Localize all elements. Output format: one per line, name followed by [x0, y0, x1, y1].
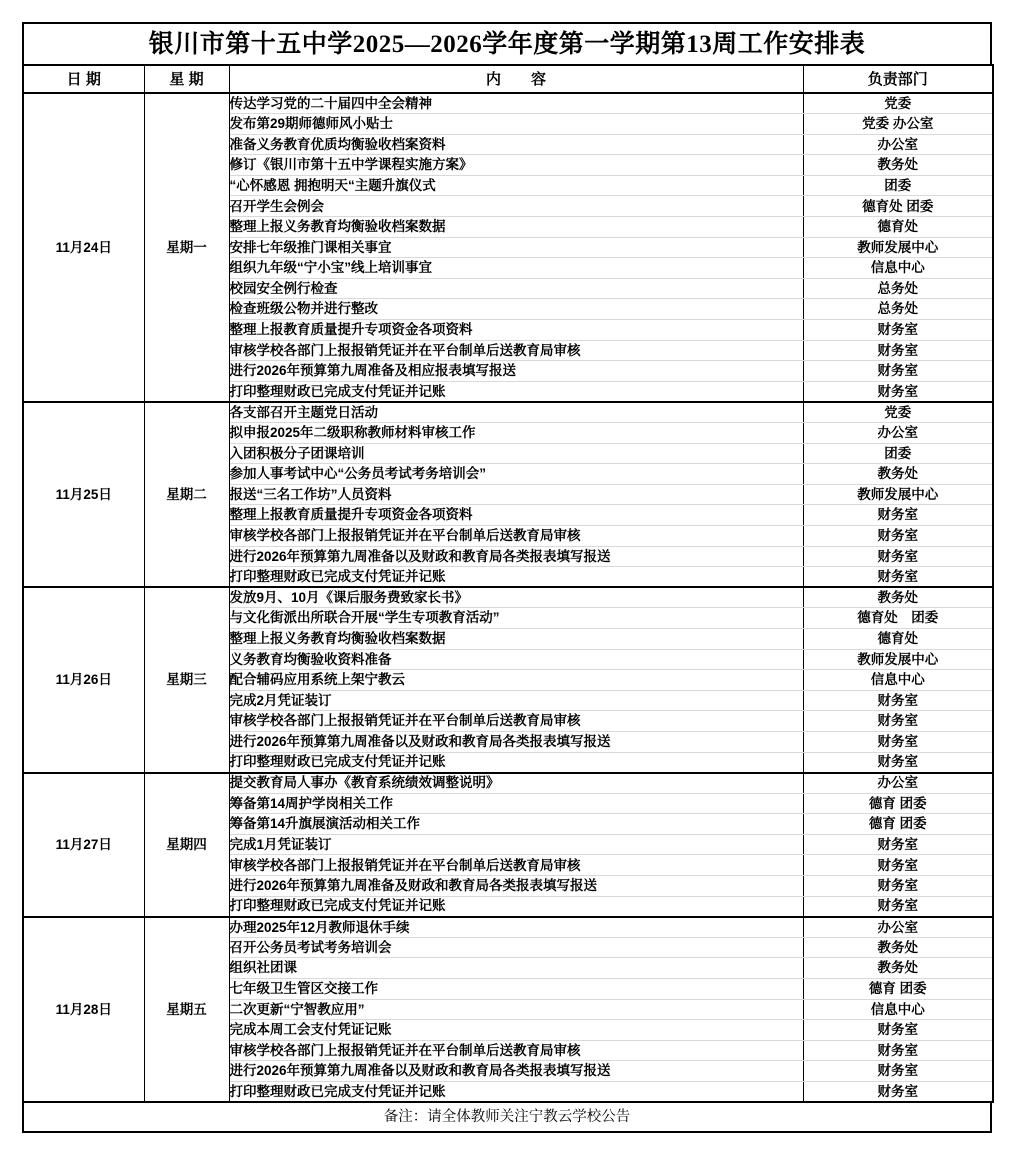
page-title: 银川市第十五中学2025—2026学年度第一学期第13周工作安排表	[148, 30, 866, 58]
cell-department: 财务室	[803, 505, 993, 526]
cell-department: 办公室	[803, 134, 993, 155]
cell-content: 传达学习党的二十届四中全会精神	[229, 93, 803, 114]
cell-department: 财务室	[803, 1082, 993, 1103]
cell-content: 提交教育局人事办《教育系统绩效调整说明》	[229, 773, 803, 794]
cell-department: 教务处	[803, 958, 993, 979]
table-row	[23, 402, 993, 423]
cell-department: 教务处	[803, 155, 993, 176]
cell-date: 11月25日	[23, 402, 144, 587]
cell-department: 财务室	[803, 711, 993, 732]
cell-content: “心怀感恩 拥抱明天“主题升旗仪式	[229, 175, 803, 196]
cell-date: 11月26日	[23, 587, 144, 772]
table-row	[23, 917, 993, 938]
footer-note-row	[22, 1103, 992, 1133]
cell-department: 财务室	[803, 1061, 993, 1082]
cell-department: 德育处 团委	[803, 608, 993, 629]
cell-content: 校园安全例行检查	[229, 278, 803, 299]
cell-content: 审核学校各部门上报报销凭证并在平台制单后送教育局审核	[229, 340, 803, 361]
cell-content: 准备义务教育优质均衡验收档案资料	[229, 134, 803, 155]
cell-content: 组织九年级“宁小宝”线上培训事宜	[229, 258, 803, 279]
cell-department: 财务室	[803, 361, 993, 382]
table-row	[23, 773, 993, 794]
cell-content: 修订《银川市第十五中学课程实施方案》	[229, 155, 803, 176]
schedule-sheet	[22, 22, 992, 1133]
cell-content: 筹备第14升旗展演活动相关工作	[229, 814, 803, 835]
cell-weekday: 星期二	[144, 402, 229, 587]
cell-department: 德育处 团委	[803, 196, 993, 217]
cell-content: 检查班级公物并进行整改	[229, 299, 803, 320]
cell-department: 总务处	[803, 299, 993, 320]
cell-content: 打印整理财政已完成支付凭证并记账	[229, 567, 803, 588]
cell-content: 义务教育均衡验收资料准备	[229, 649, 803, 670]
cell-department: 办公室	[803, 917, 993, 938]
table-row	[23, 587, 993, 608]
cell-content: 完成2月凭证装订	[229, 690, 803, 711]
cell-department: 财务室	[803, 690, 993, 711]
cell-date: 11月28日	[23, 917, 144, 1102]
cell-content: 整理上报义务教育均衡验收档案数据	[229, 628, 803, 649]
cell-content: 七年级卫生管区交接工作	[229, 979, 803, 1000]
cell-department: 教务处	[803, 587, 993, 608]
cell-department: 财务室	[803, 896, 993, 917]
cell-content: 发放9月、10月《课后服务费致家长书》	[229, 587, 803, 608]
cell-content: 审核学校各部门上报报销凭证并在平台制单后送教育局审核	[229, 711, 803, 732]
cell-department: 财务室	[803, 381, 993, 402]
cell-content: 整理上报教育质量提升专项资金各项资料	[229, 320, 803, 341]
cell-department: 财务室	[803, 546, 993, 567]
cell-department: 财务室	[803, 834, 993, 855]
table-header-row	[23, 65, 993, 93]
cell-department: 财务室	[803, 876, 993, 897]
cell-weekday: 星期三	[144, 587, 229, 772]
cell-department: 团委	[803, 175, 993, 196]
cell-department: 财务室	[803, 731, 993, 752]
cell-content: 筹备第14周护学岗相关工作	[229, 793, 803, 814]
cell-content: 拟申报2025年二级职称教师材料审核工作	[229, 423, 803, 444]
document-title-row	[22, 22, 992, 64]
cell-content: 进行2026年预算第九周准备及财政和教育局各类报表填写报送	[229, 876, 803, 897]
cell-department: 办公室	[803, 773, 993, 794]
cell-content: 各支部召开主题党日活动	[229, 402, 803, 423]
cell-weekday: 星期五	[144, 917, 229, 1102]
cell-department: 信息中心	[803, 670, 993, 691]
cell-weekday: 星期四	[144, 773, 229, 917]
cell-content: 办理2025年12月教师退休手续	[229, 917, 803, 938]
column-header-weekday: 星 期	[144, 65, 229, 93]
cell-department: 党委	[803, 402, 993, 423]
cell-weekday: 星期一	[144, 93, 229, 402]
cell-date: 11月24日	[23, 93, 144, 402]
cell-content: 发布第29期师德师风小贴士	[229, 114, 803, 135]
schedule-table-body	[23, 93, 993, 1102]
cell-content: 进行2026年预算第九周准备以及财政和教育局各类报表填写报送	[229, 731, 803, 752]
cell-department: 德育处	[803, 628, 993, 649]
cell-content: 进行2026年预算第九周准备及相应报表填写报送	[229, 361, 803, 382]
cell-department: 党委 办公室	[803, 114, 993, 135]
cell-content: 二次更新“宁智教应用”	[229, 999, 803, 1020]
cell-department: 党委	[803, 93, 993, 114]
cell-department: 德育 团委	[803, 814, 993, 835]
cell-department: 总务处	[803, 278, 993, 299]
cell-department: 财务室	[803, 567, 993, 588]
cell-content: 入团积极分子团课培训	[229, 443, 803, 464]
cell-content: 进行2026年预算第九周准备以及财政和教育局各类报表填写报送	[229, 1061, 803, 1082]
cell-content: 参加人事考试中心“公务员考试考务培训会”	[229, 464, 803, 485]
cell-department: 团委	[803, 443, 993, 464]
cell-department: 教师发展中心	[803, 649, 993, 670]
table-row	[23, 93, 993, 114]
cell-content: 打印整理财政已完成支付凭证并记账	[229, 381, 803, 402]
cell-content: 完成1月凭证装订	[229, 834, 803, 855]
cell-department: 教师发展中心	[803, 484, 993, 505]
cell-content: 与文化街派出所联合开展“学生专项教育活动”	[229, 608, 803, 629]
cell-content: 组织社团课	[229, 958, 803, 979]
column-header-department: 负责部门	[803, 65, 993, 93]
cell-content: 审核学校各部门上报报销凭证并在平台制单后送教育局审核	[229, 855, 803, 876]
cell-department: 教务处	[803, 464, 993, 485]
cell-department: 德育处	[803, 217, 993, 238]
cell-department: 办公室	[803, 423, 993, 444]
cell-department: 财务室	[803, 1020, 993, 1041]
cell-content: 审核学校各部门上报报销凭证并在平台制单后送教育局审核	[229, 525, 803, 546]
cell-department: 德育 团委	[803, 979, 993, 1000]
cell-content: 打印整理财政已完成支付凭证并记账	[229, 896, 803, 917]
cell-department: 信息中心	[803, 999, 993, 1020]
column-header-date: 日 期	[23, 65, 144, 93]
cell-department: 德育 团委	[803, 793, 993, 814]
cell-department: 教师发展中心	[803, 237, 993, 258]
cell-content: 打印整理财政已完成支付凭证并记账	[229, 752, 803, 773]
cell-content: 完成本周工会支付凭证记账	[229, 1020, 803, 1041]
cell-content: 整理上报义务教育均衡验收档案数据	[229, 217, 803, 238]
cell-content: 进行2026年预算第九周准备以及财政和教育局各类报表填写报送	[229, 546, 803, 567]
footer-note: 备注：请全体教师关注宁教云学校公告	[383, 1108, 631, 1125]
cell-date: 11月27日	[23, 773, 144, 917]
cell-content: 安排七年级推门课相关事宜	[229, 237, 803, 258]
cell-content: 打印整理财政已完成支付凭证并记账	[229, 1082, 803, 1103]
schedule-table	[22, 64, 994, 1103]
cell-content: 召开学生会例会	[229, 196, 803, 217]
cell-department: 财务室	[803, 1040, 993, 1061]
cell-department: 财务室	[803, 855, 993, 876]
column-header-content: 内 容	[229, 65, 803, 93]
cell-department: 教务处	[803, 937, 993, 958]
cell-content: 整理上报教育质量提升专项资金各项资料	[229, 505, 803, 526]
cell-department: 财务室	[803, 340, 993, 361]
cell-content: 配合辅码应用系统上架宁教云	[229, 670, 803, 691]
cell-department: 财务室	[803, 320, 993, 341]
cell-content: 审核学校各部门上报报销凭证并在平台制单后送教育局审核	[229, 1040, 803, 1061]
cell-department: 信息中心	[803, 258, 993, 279]
cell-department: 财务室	[803, 752, 993, 773]
cell-content: 报送“三名工作坊”人员资料	[229, 484, 803, 505]
cell-department: 财务室	[803, 525, 993, 546]
cell-content: 召开公务员考试考务培训会	[229, 937, 803, 958]
